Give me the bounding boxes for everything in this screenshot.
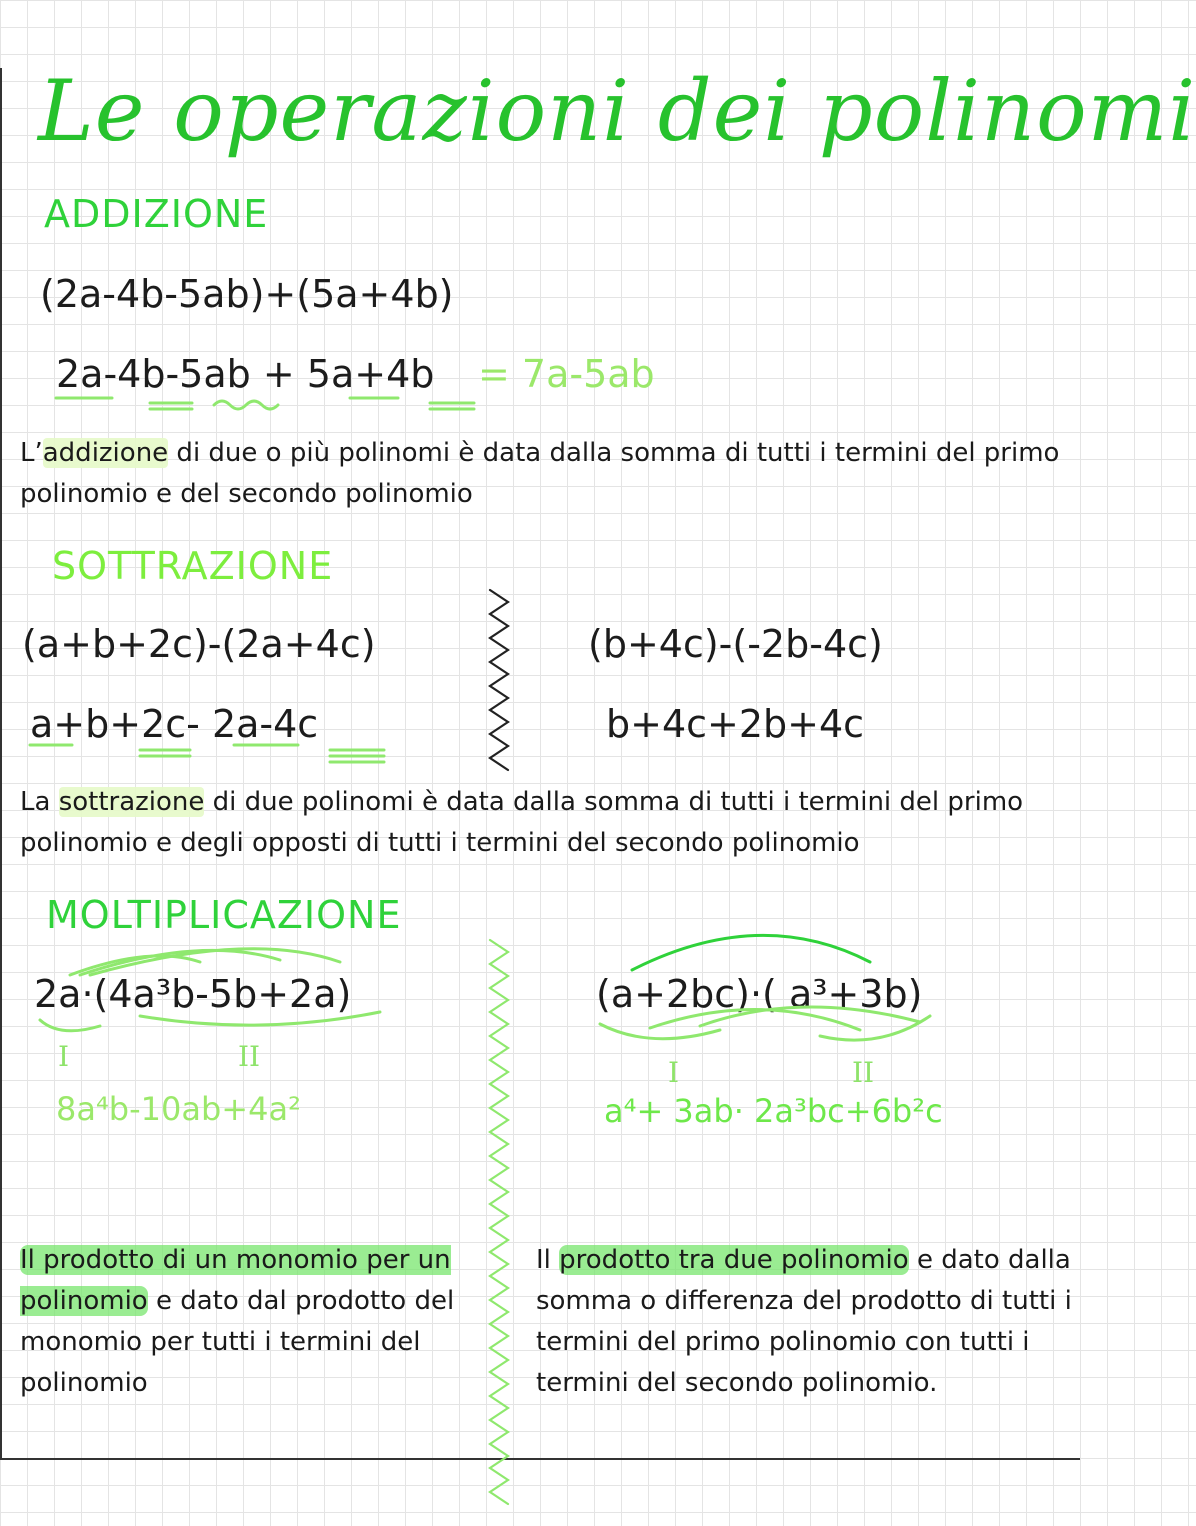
multiplication-right-expression: (a+2bc)·( a³+3b) [596,972,923,1016]
multiplication-right-note-rest: e dato dalla somma o differenza del prodotto di tutti i termini del primo polinomio con tutti i termini del secondo polinomio. [536,1245,1072,1398]
addition-step: 2a-4b-5ab + 5a+4b [56,352,435,396]
addition-keyword: addizione [42,438,169,468]
multiplication-left-expression: 2a·(4a³b-5b+2a) [34,972,352,1016]
underline-mark [150,403,192,409]
multiplication-left-label-1: I [58,1040,70,1073]
subtraction-note-lead: La [20,787,59,817]
underline-mark [430,403,474,409]
multiplication-right-label-1: I [668,1056,680,1089]
underline-mark [214,401,278,409]
subtraction-keyword: sottrazione [58,787,205,817]
subtraction-note-rest: di due polinomi è data dalla somma di tutti i termini del primo polinomio e degli opposti di tutti i termini del secondo polinomio [20,787,1024,858]
multiplication-right-result: a⁴+ 3ab· 2a³bc+6b²c [604,1092,943,1130]
bracket-curve [40,1020,100,1031]
wavy-divider [490,940,508,1504]
underline-mark [330,750,384,762]
addition-note-rest: di due o più polinomi è data dalla somma di tutti i termini del primo polinomio e del secondo polinomio [20,438,1060,509]
underline-mark [140,750,190,756]
page-title: Le operazioni dei polinomi [38,62,1196,160]
subtraction-left-expression: (a+b+2c)-(2a+4c) [22,622,376,666]
addition-heading: ADDIZIONE [44,192,269,236]
subtraction-left-step: a+b+2c- 2a-4c [30,702,319,746]
subtraction-right-expression: (b+4c)-(-2b-4c) [588,622,883,666]
subtraction-heading: SOTTRAZIONE [52,544,334,588]
multiplication-arc [632,935,870,970]
addition-note-lead: L’ [20,438,43,468]
multiplication-right-label-2: II [852,1056,875,1089]
multiplication-left-result: 8a⁴b-10ab+4a² [56,1090,301,1128]
wavy-divider [490,590,508,770]
subtraction-right-step: b+4c+2b+4c [606,702,865,746]
multiplication-left-label-2: II [238,1040,261,1073]
multiplication-right-note-lead: Il [536,1245,560,1275]
addition-expression: (2a-4b-5ab)+(5a+4b) [40,272,454,316]
bracket-curve [140,1012,380,1025]
multiplication-right-keyword: prodotto tra due polinomio [559,1245,909,1275]
multiplication-heading: MOLTIPLICAZIONE [46,893,402,937]
addition-result: = 7a-5ab [478,352,655,396]
multiplication-left-keyword: Il prodotto di un monomio per un polinomio [20,1245,451,1316]
multiplication-left-note-rest: e dato dal prodotto del monomio per tutti i termini del polinomio [20,1286,455,1398]
